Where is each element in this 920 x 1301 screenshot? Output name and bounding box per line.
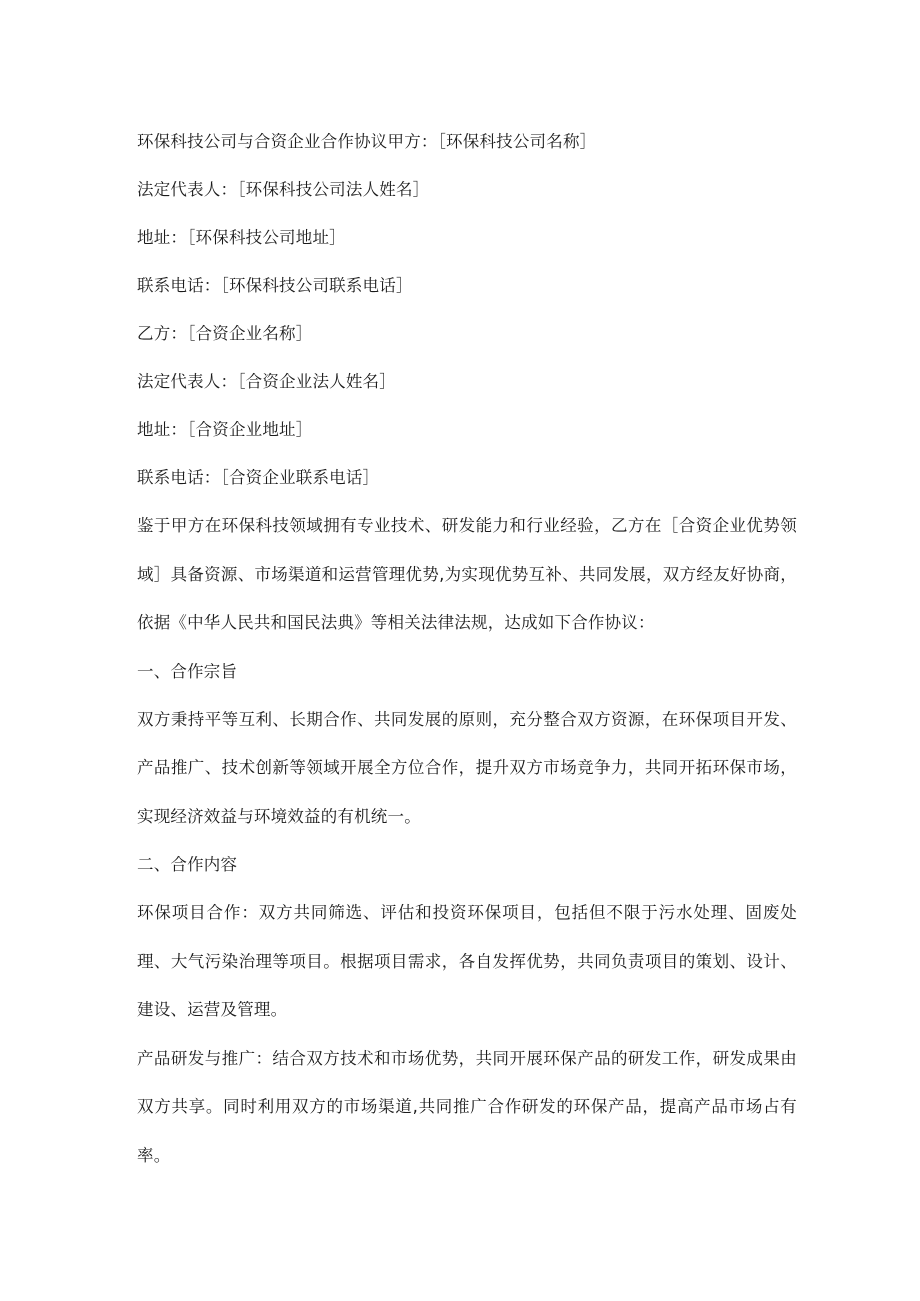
section-heading-content: 二、合作内容 [137, 855, 238, 874]
party-a-address: 地址：［环保科技公司地址］ [137, 228, 346, 247]
agreement-title-party-a: 环保科技公司与合资企业合作协议甲方：［环保科技公司名称］ [137, 132, 597, 151]
purpose-paragraph: 双方秉持平等互利、长期合作、共同发展的原则，充分整合双方资源，在环保项目开发、产品推广、技术创新等领域开展全方位合作，提升双方市场竞争力，共同开拓环保市场，实现经济效益与环境效益的有机统一。 [137, 709, 797, 826]
project-cooperation-paragraph: 环保项目合作：双方共同筛选、评估和投资环保项目，包括但不限于污水处理、固废处理、大气污染治理等项目。根据项目需求，各自发挥优势，共同负责项目的策划、设计、建设、运营及管理。 [137, 903, 797, 1019]
party-b-name: 乙方：［合资企业名称］ [137, 324, 313, 343]
preamble-paragraph: 鉴于甲方在环保科技领域拥有专业技术、研发能力和行业经验，乙方在［合资企业优势领域］具备资源、市场渠道和运营管理优势,为实现优势互补、共同发展，双方经友好协商，依据《中华人民共和国民法典》等相关法律法规，达成如下合作协议： [137, 516, 797, 632]
party-b-address: 地址：［合资企业地址］ [137, 420, 313, 439]
party-b-phone: 联系电话：［合资企业联系电话］ [137, 468, 380, 487]
product-rd-paragraph: 产品研发与推广：结合双方技术和市场优势，共同开展环保产品的研发工作，研发成果由双方共享。同时利用双方的市场渠道,共同推广合作研发的环保产品，提高产品市场占有率。 [137, 1048, 797, 1165]
document-body [137, 126, 797, 1188]
party-b-legal-representative: 法定代表人：［合资企业法人姓名］ [137, 372, 396, 391]
party-a-legal-representative: 法定代表人：［环保科技公司法人姓名］ [137, 180, 430, 199]
party-a-phone: 联系电话：［环保科技公司联系电话］ [137, 276, 413, 295]
section-heading-purpose: 一、合作宗旨 [137, 661, 238, 681]
